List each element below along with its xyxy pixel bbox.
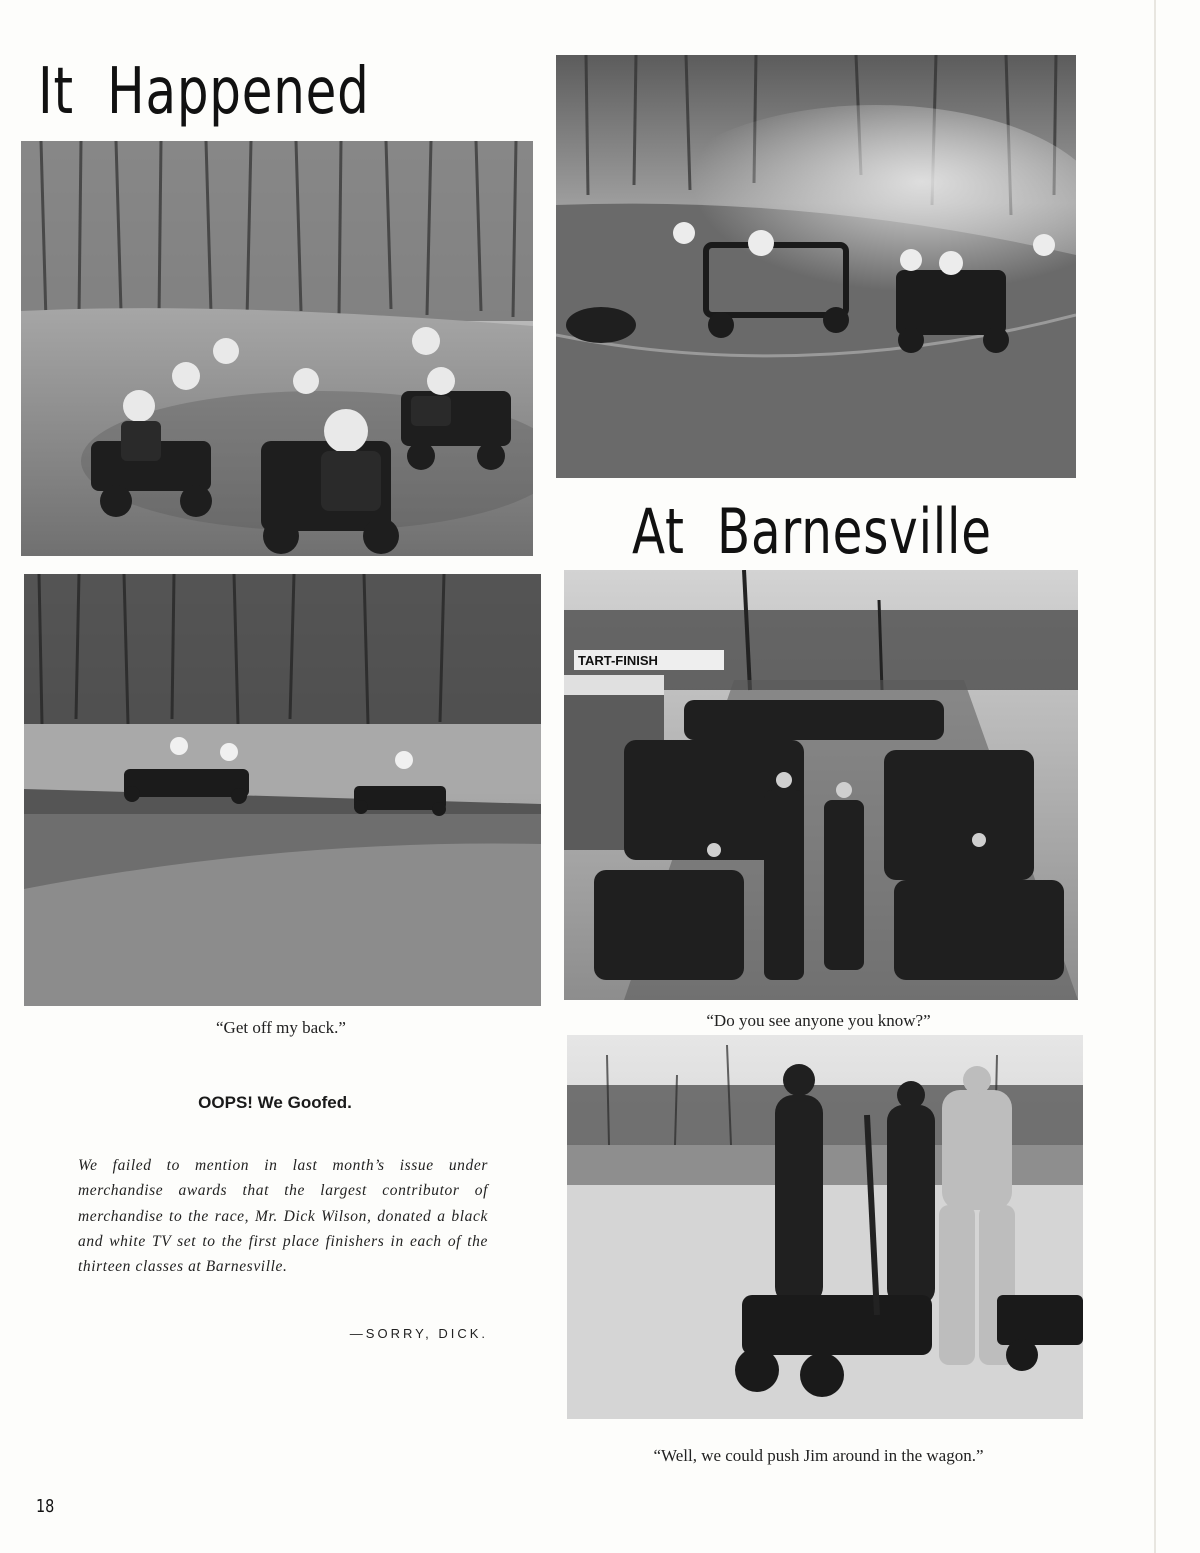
photo-kart-wagon-image	[567, 1035, 1083, 1419]
start-finish-sign: TART-FINISH	[578, 653, 658, 668]
photo-two-karts	[24, 574, 541, 1006]
notice-body: We failed to mention in last month’s issue under merchandise awards that the largest contributor of merchandise to the race, Mr. Dick Wilson, donated a black and white TV set to the first place finishers in each of the thirteen classes at Barnesville.	[78, 1157, 488, 1276]
headline-part-one: It Happened	[38, 55, 370, 129]
photo-pit-crowd	[564, 570, 1078, 1000]
notice-signoff: —SORRY, DICK.	[349, 1326, 488, 1341]
photo-spin-out	[556, 55, 1076, 478]
caption-two-karts: “Get off my back.”	[216, 1018, 346, 1037]
photo-two-karts-image	[24, 574, 541, 1006]
page-number: 18	[36, 1496, 55, 1517]
photo-race-pack	[21, 141, 533, 556]
caption-kart-wagon: “Well, we could push Jim around in the wagon.”	[653, 1446, 984, 1465]
notice-heading: OOPS! We Goofed.	[198, 1093, 352, 1112]
photo-spin-out-image	[556, 55, 1076, 478]
headline-part-two: At Barnesville	[632, 495, 992, 568]
photo-kart-wagon	[567, 1035, 1083, 1419]
photo-race-pack-image	[21, 141, 533, 556]
photo-pit-crowd-image	[564, 570, 1078, 1000]
page-edge	[1154, 0, 1156, 1553]
caption-pit-crowd: “Do you see anyone you know?”	[706, 1011, 931, 1030]
